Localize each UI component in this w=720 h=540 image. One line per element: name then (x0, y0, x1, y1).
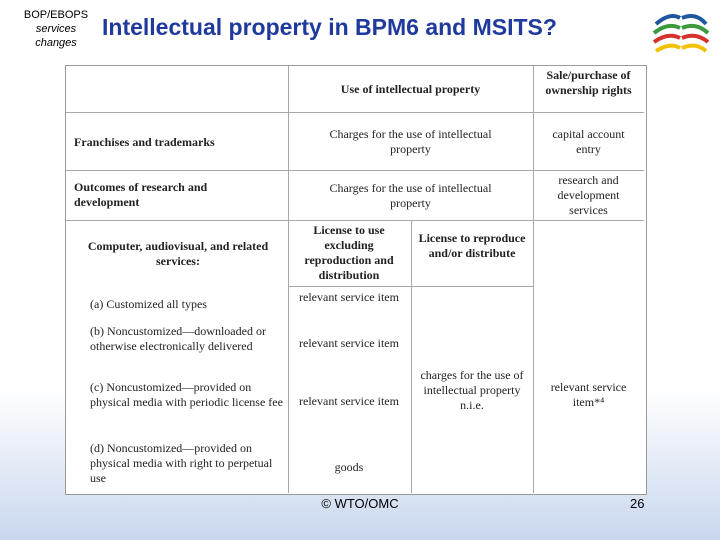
value-periodic-license: relevant service item (299, 394, 399, 408)
value-perpetual-license: goods (334, 460, 364, 474)
value-customized-license: relevant service item (299, 290, 399, 304)
section-label-line-2: services (35, 23, 77, 35)
item-customized: (a) Customized all types (90, 297, 207, 311)
section-label (14, 8, 98, 50)
section-label-line-1: BOP/EBOPS (23, 9, 89, 21)
page-number: 26 (630, 496, 645, 511)
ip-classification-table (65, 65, 647, 495)
row-research-use: Charges for the use of intellectual property (329, 181, 492, 210)
row-computer-label: Computer, audiovisual, and related services: (87, 239, 269, 268)
value-license-reproduce: charges for the use of intellectual property n.i.e. (420, 368, 524, 412)
row-franchises-use: Charges for the use of intellectual property (329, 127, 492, 156)
item-noncustomized-periodic: (c) Noncustomized—provided on physical media with periodic license fee (90, 380, 283, 409)
value-computer-sale: relevant service item*⁴ (550, 380, 627, 409)
row-franchises-sale: capital account entry (552, 127, 625, 156)
section-label-line-3: changes (35, 37, 77, 49)
item-noncustomized-downloaded: (b) Noncustomized—downloaded or otherwise electronically delivered (90, 324, 266, 353)
header-use-ip: Use of intellectual property (340, 82, 481, 96)
header-sale-purchase: Sale/purchase of ownership rights (545, 68, 632, 97)
footer-copyright: © WTO/OMC (321, 496, 399, 511)
row-research-label: Outcomes of research and development (74, 180, 208, 209)
row-franchises-label: Franchises and trademarks (74, 135, 215, 149)
wto-logo-icon (652, 6, 710, 60)
subheader-license-reproduce: License to reproduce and/or distribute (418, 231, 526, 260)
subheader-license-excluding: License to use excluding reproduction and distribution (304, 223, 394, 282)
value-downloaded-license: relevant service item (299, 336, 399, 350)
row-research-sale: research and development services (557, 173, 620, 217)
item-noncustomized-perpetual: (d) Noncustomized—provided on physical media with right to perpetual use (90, 441, 273, 485)
slide-title: Intellectual property in BPM6 and MSITS? (102, 14, 557, 40)
